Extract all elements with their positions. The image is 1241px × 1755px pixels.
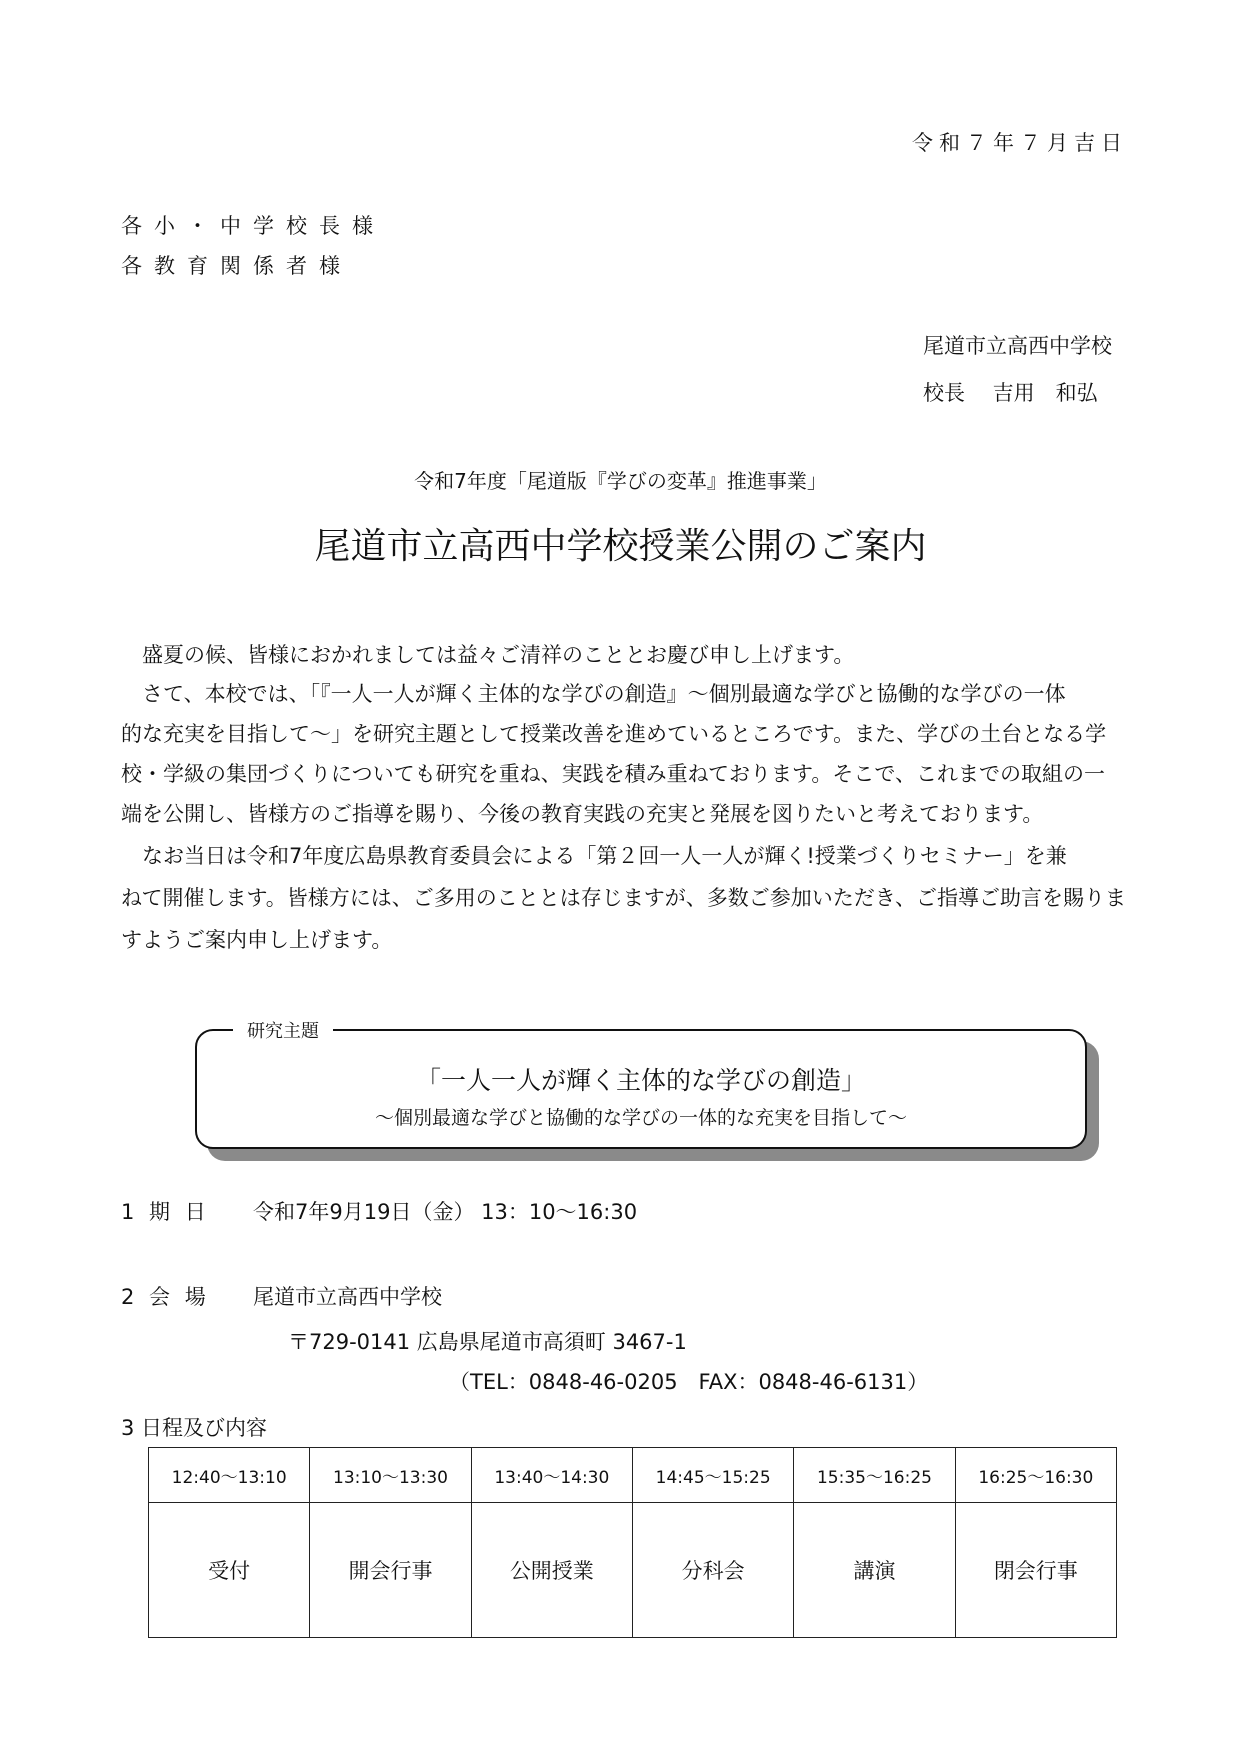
venue-value: 尾道市立高西中学校 [253,1285,442,1309]
schedule-times-row [149,1448,1117,1503]
activity-cell: 講演 [794,1503,955,1638]
addressee-educators: 各教育関係者様 [121,254,352,278]
document-date: 令和７年７月吉日 [912,131,1128,155]
body-line: 校・学級の集団づくりについても研究を重ね、実践を積み重ねております。そこで、これまでの取組の一 [121,762,1105,786]
theme-box-label: 研究主題 [233,1017,333,1043]
activity-cell: 閉会行事 [955,1503,1116,1638]
time-cell: 16:25～16:30 [955,1448,1116,1503]
theme-main: 「一人一人が輝く主体的な学びの創造」 [415,1066,866,1095]
time-cell: 13:10～13:30 [310,1448,471,1503]
time-cell: 14:45～15:25 [632,1448,793,1503]
activity-cell: 公開授業 [471,1503,632,1638]
research-theme-box [195,1021,1087,1149]
sender-principal: 校長 吉用 和弘 [923,381,1098,405]
activity-cell: 分科会 [632,1503,793,1638]
schedule-label: 3 日程及び内容 [121,1416,268,1440]
time-cell: 12:40～13:10 [149,1448,310,1503]
body-line: ねて開催します。皆様方には、ご多用のこととは存じますが、多数ご参加いただき、ご指導ご助言を賜りま [121,886,1126,910]
document-title: 尾道市立高西中学校授業公開のご案内 [314,526,927,567]
body-line: なお当日は令和7年度広島県教育委員会による「第２回一人一人が輝く!授業づくりセミナー」を兼 [121,844,1067,868]
addressee-principals: 各小・中学校長様 [121,214,385,238]
activity-cell: 受付 [149,1503,310,1638]
schedule-table [148,1447,1117,1638]
body-line: 端を公開し、皆様方のご指導を賜り、今後の教育実践の充実と発展を図りたいと考えております。 [121,802,1044,826]
body-line: すようご案内申し上げます。 [121,928,393,952]
activity-cell: 開会行事 [310,1503,471,1638]
venue-contact: （TEL：0848-46-0205 FAX：0848-46-6131） [449,1370,929,1394]
document-subtitle: 令和7年度「尾道版『学びの変革』推進事業」 [414,469,827,493]
time-cell: 15:35～16:25 [794,1448,955,1503]
venue-address: 〒729-0141 広島県尾道市高須町 3467-1 [288,1330,687,1354]
date-label: 1 期 日 [121,1200,206,1224]
body-line: さて、本校では、「『一人一人が輝く主体的な学びの創造』～個別最適な学びと協働的な学びの一体 [121,682,1066,706]
body-line: 的な充実を目指して～」を研究主題として授業改善を進めているところです。また、学びの土台となる学 [121,722,1107,746]
theme-sub: ～個別最適な学びと協働的な学びの一体的な充実を目指して～ [374,1107,907,1129]
sender-school: 尾道市立高西中学校 [923,334,1112,358]
body-line: 盛夏の候、皆様におかれましては益々ご清祥のこととお慶び申し上げます。 [121,643,855,667]
time-cell: 13:40～14:30 [471,1448,632,1503]
date-value: 令和7年9月19日（金） 13：10～16:30 [253,1200,638,1224]
venue-label: 2 会 場 [121,1285,206,1309]
schedule-activities-row [149,1503,1117,1638]
